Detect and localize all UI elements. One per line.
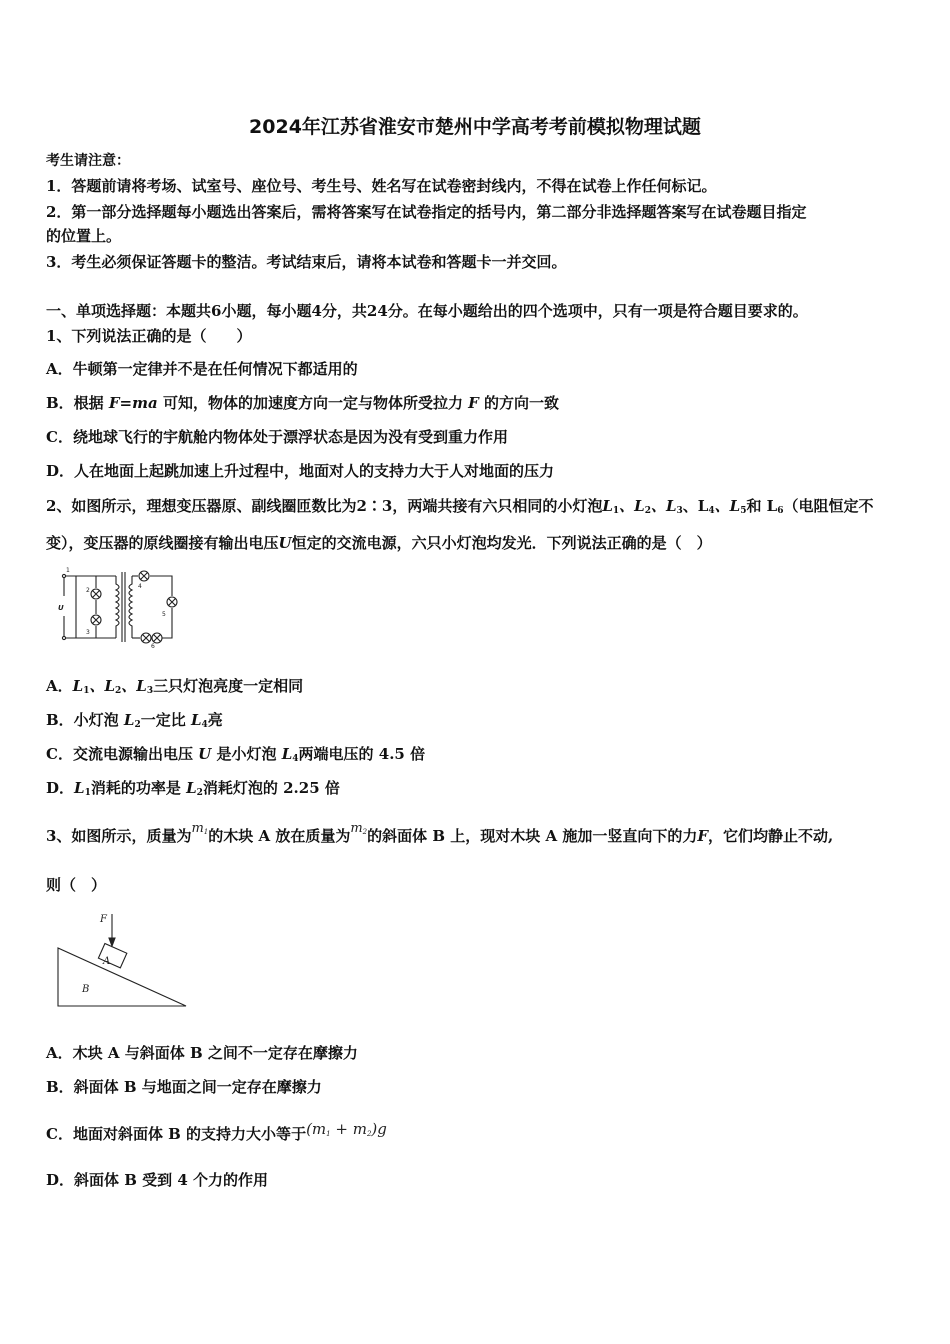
fig-label: 2 (86, 587, 90, 594)
q2-option-b: B．小灯泡 $L_2$一定比 $L_4$亮 (46, 711, 223, 730)
lamp-icon (62, 571, 177, 643)
q3-stem-continued: 则（ ） (46, 876, 107, 894)
fig-label: 4 (138, 583, 142, 590)
q3-option-a: A．木块 A 与斜面体 B 之间不一定存在摩擦力 (46, 1044, 358, 1062)
notice-heading: 考生请注意： (46, 153, 130, 169)
fig-label: B (82, 984, 90, 995)
fig-label: F (100, 914, 107, 925)
fig-label: 1 (66, 567, 70, 574)
page-title: 2024年江苏省淮安市楚州中学高考考前模拟物理试题 (249, 116, 701, 138)
q1-option-a: A．牛顿第一定律并不是在任何情况下都适用的 (46, 360, 358, 378)
section-heading: 一、单项选择题：本题共6小题，每小题4分，共24分。在每小题给出的四个选项中，只有一项是符合题目要求的。 (46, 302, 808, 320)
fig-label: U (58, 604, 64, 612)
fig-label: A (103, 956, 111, 967)
fig-label: 5 (162, 611, 166, 618)
q2-stem-continued: 变），变压器的原线圈接有输出电压U恒定的交流电源，六只小灯泡均发光．下列说法正确的是（ ） (46, 534, 712, 552)
q3-option-d: D．斜面体 B 受到 4 个力的作用 (46, 1171, 269, 1189)
q2-option-a: A．$L_1$、$L_2$、$L_3$三只灯泡亮度一定相同 (46, 677, 304, 696)
incline-figure (56, 908, 190, 1010)
q1-option-b: B．根据 F=ma 可知，物体的加速度方向一定与物体所受拉力 F 的方向一致 (46, 394, 560, 412)
q1-option-d: D．人在地面上起跳加速上升过程中，地面对人的支持力大于人对地面的压力 (46, 462, 555, 480)
q2-option-d: D．$L_1$消耗的功率是 $L_2$消耗灯泡的 2.25 倍 (46, 779, 340, 798)
fig-label: 3 (86, 629, 90, 636)
notice-item: 2．第一部分选择题每小题选出答案后，需将答案写在试卷指定的括号内，第二部分非选择题答案写在试卷题目指定 (46, 203, 807, 221)
q1-stem: 1、下列说法正确的是（ ） (46, 327, 252, 345)
fig-label: 6 (151, 643, 155, 648)
transformer-circuit-figure (56, 566, 184, 648)
notice-item: 的位置上。 (46, 227, 122, 245)
q1-option-c: C．绕地球飞行的宇航舱内物体处于漂浮状态是因为没有受到重力作用 (46, 428, 508, 446)
q3-option-b: B．斜面体 B 与地面之间一定存在摩擦力 (46, 1078, 322, 1096)
q2-stem: 2、如图所示，理想变压器原、副线圈匝数比为2∶3，两端共接有六只相同的小灯泡$L_1$、$L_2$、$L_3$、$L_4$、$L_5$和 $L_6$（电阻恒定不 (46, 497, 874, 516)
q3-option-c: C．地面对斜面体 B 的支持力大小等于$(m_1 + m_2)g$ (46, 1120, 387, 1143)
notice-item: 3．考生必须保证答题卡的整洁。考试结束后，请将本试卷和答题卡一并交回。 (46, 253, 567, 271)
q3-stem: 3、如图所示，质量为$m_1$的木块 A 放在质量为$m_2$的斜面体 B 上，现对木块 A 施加一竖直向下的力F，它们均静止不动, (46, 821, 834, 845)
q2-option-c: C．交流电源输出电压 U 是小灯泡 $L_4$两端电压的 4.5 倍 (46, 745, 426, 764)
notice-item: 1．答题前请将考场、试室号、座位号、考生号、姓名写在试卷密封线内，不得在试卷上作任何标记。 (46, 177, 717, 195)
